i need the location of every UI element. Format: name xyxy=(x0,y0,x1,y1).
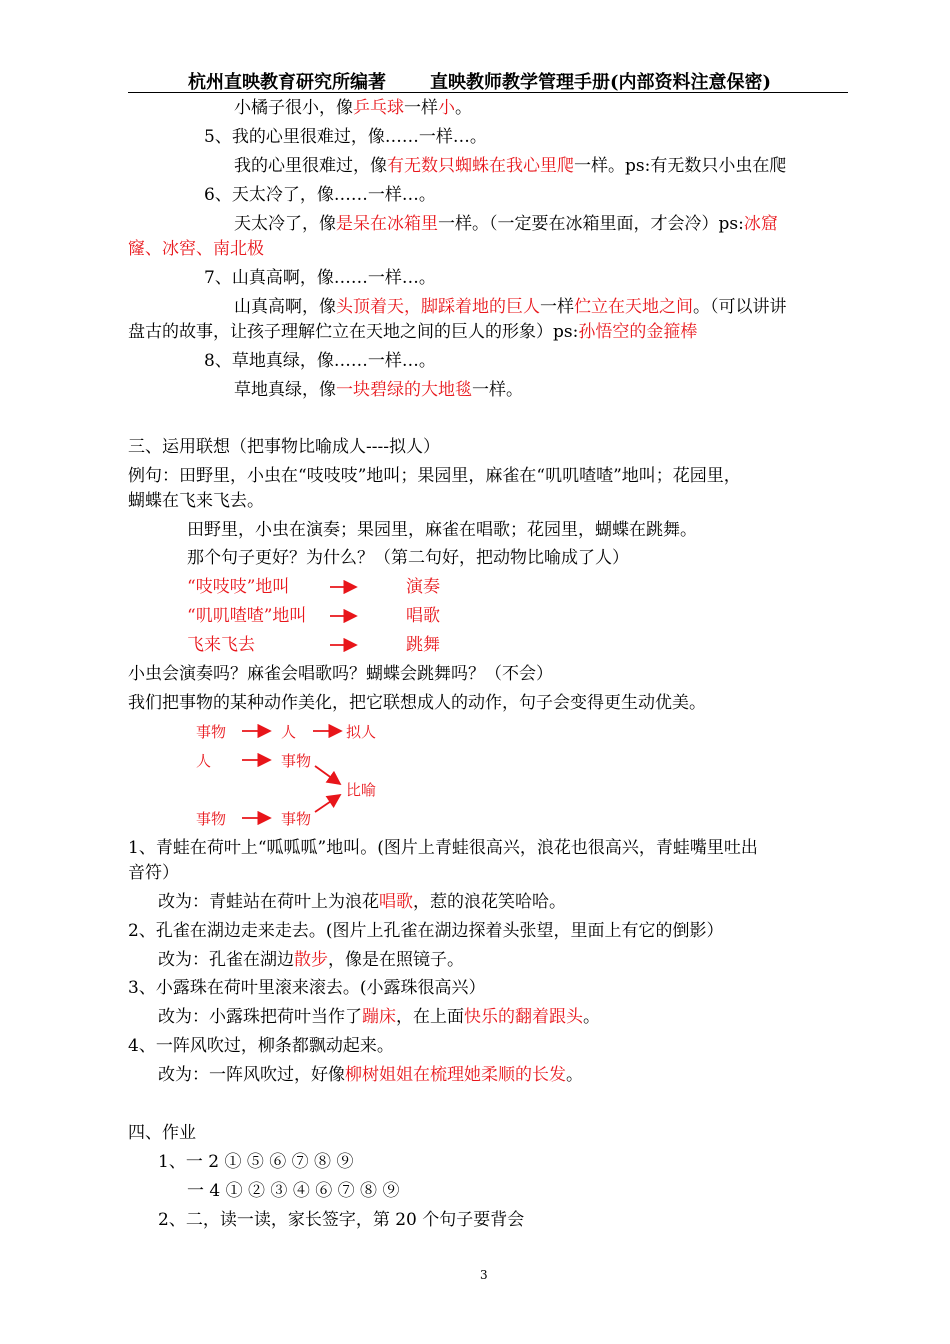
question-5: 5、我的心里很难过，像……一样…。 xyxy=(204,127,487,147)
example-line-2: 蝴蝶在飞来飞去。 xyxy=(128,491,264,511)
pair-from-2: “叽叽喳喳”地叫 xyxy=(187,606,307,626)
answer-8: 草地真绿，像一块碧绿的大地毯一样。 xyxy=(234,380,523,400)
diagram-arrow-4 xyxy=(315,766,340,784)
summary: 我们把事物的某种动作美化，把它联想成人的动作，句子会变得更生动优美。 xyxy=(128,693,706,713)
item-1-question-cont: 音符） xyxy=(128,863,179,883)
homework-line-1: 1、一 2 ① ⑤ ⑥ ⑦ ⑧ ⑨ xyxy=(158,1152,354,1172)
example-line-1: 例句：田野里，小虫在“吱吱吱”地叫；果园里，麻雀在“叽叽喳喳”地叫；花园里， xyxy=(128,466,741,486)
homework-line-3: 2、二，读一读，家长签字，第 20 个句子要背会 xyxy=(158,1210,525,1230)
item-3-answer: 改为：小露珠把荷叶当作了蹦床，在上面快乐的翻着跟头。 xyxy=(158,1007,600,1027)
section-4-title: 四、作业 xyxy=(128,1123,196,1143)
header-right: 直映教师教学管理手册(内部资料注意保密) xyxy=(430,72,772,93)
diagram-thing-3: 事物 xyxy=(196,810,227,828)
pair-to-3: 跳舞 xyxy=(406,635,440,655)
page-number: 3 xyxy=(480,1268,488,1282)
diagram-thing-4: 事物 xyxy=(281,810,312,828)
section-3-title: 三、运用联想（把事物比喻成人----拟人） xyxy=(128,437,440,457)
item-1-question: 1、青蛙在荷叶上“呱呱呱”地叫。(图片上青蛙很高兴，浪花也很高兴，青蛙嘴里吐出 xyxy=(128,838,758,858)
question-8: 8、草地真绿，像……一样…。 xyxy=(204,351,436,371)
answer-7: 山真高啊，像头顶着天，脚踩着地的巨人一样伫立在天地之间。（可以讲讲 xyxy=(234,297,787,317)
question-6: 6、天太冷了，像……一样…。 xyxy=(204,185,436,205)
answer-6: 天太冷了，像是呆在冰箱里一样。（一定要在冰箱里面，才会冷）ps:冰窟 xyxy=(234,214,778,234)
item-4-answer: 改为：一阵风吹过，好像柳树姐姐在梳理她柔顺的长发。 xyxy=(158,1065,583,1085)
question-2: 小虫会演奏吗？麻雀会唱歌吗？蝴蝶会跳舞吗？（不会） xyxy=(128,664,553,684)
question-7: 7、山真高啊，像……一样…。 xyxy=(204,268,436,288)
item-1-answer: 改为：青蛙站在荷叶上为浪花唱歌，惹的浪花笑哈哈。 xyxy=(158,892,566,912)
pair-to-1: 演奏 xyxy=(406,577,440,597)
diagram-metaphor: 比喻 xyxy=(346,781,377,799)
diagram-person-1: 人 xyxy=(281,723,297,741)
pair-from-1: “吱吱吱”地叫 xyxy=(187,577,290,597)
diagram-arrow-6 xyxy=(315,795,340,812)
answer-5: 我的心里很难过，像有无数只蜘蛛在我心里爬一样。ps:有无数只小虫在爬 xyxy=(234,156,787,176)
answer-6-cont: 窿、冰窖、南北极 xyxy=(128,239,264,259)
diagram-thing-2: 事物 xyxy=(281,752,312,770)
line-orange: 小橘子很小，像乒乓球一样小。 xyxy=(234,98,472,118)
diagram-personify: 拟人 xyxy=(346,723,377,741)
example-line-3: 田野里，小虫在演奏；果园里，麻雀在唱歌；花园里，蝴蝶在跳舞。 xyxy=(187,520,697,540)
homework-line-2: 一 4 ① ② ③ ④ ⑥ ⑦ ⑧ ⑨ xyxy=(187,1181,400,1201)
pair-from-3: 飞来飞去 xyxy=(187,635,255,655)
compare-question: 那个句子更好？为什么？（第二句好，把动物比喻成了人） xyxy=(187,548,629,568)
item-2-question: 2、孔雀在湖边走来走去。(图片上孔雀在湖边探着头张望，里面上有它的倒影） xyxy=(128,921,724,941)
item-3-question: 3、小露珠在荷叶里滚来滚去。(小露珠很高兴） xyxy=(128,978,486,998)
diagram-person-2: 人 xyxy=(196,752,212,770)
answer-7-cont: 盘古的故事，让孩子理解伫立在天地之间的巨人的形象）ps:孙悟空的金箍棒 xyxy=(128,322,698,342)
item-4-question: 4、一阵风吹过，柳条都飘动起来。 xyxy=(128,1036,394,1056)
pair-to-2: 唱歌 xyxy=(406,606,440,626)
item-2-answer: 改为：孔雀在湖边散步，像是在照镜子。 xyxy=(158,950,464,970)
diagram-thing-1: 事物 xyxy=(196,723,227,741)
header-left: 杭州直映教育研究所编著 xyxy=(188,72,386,93)
